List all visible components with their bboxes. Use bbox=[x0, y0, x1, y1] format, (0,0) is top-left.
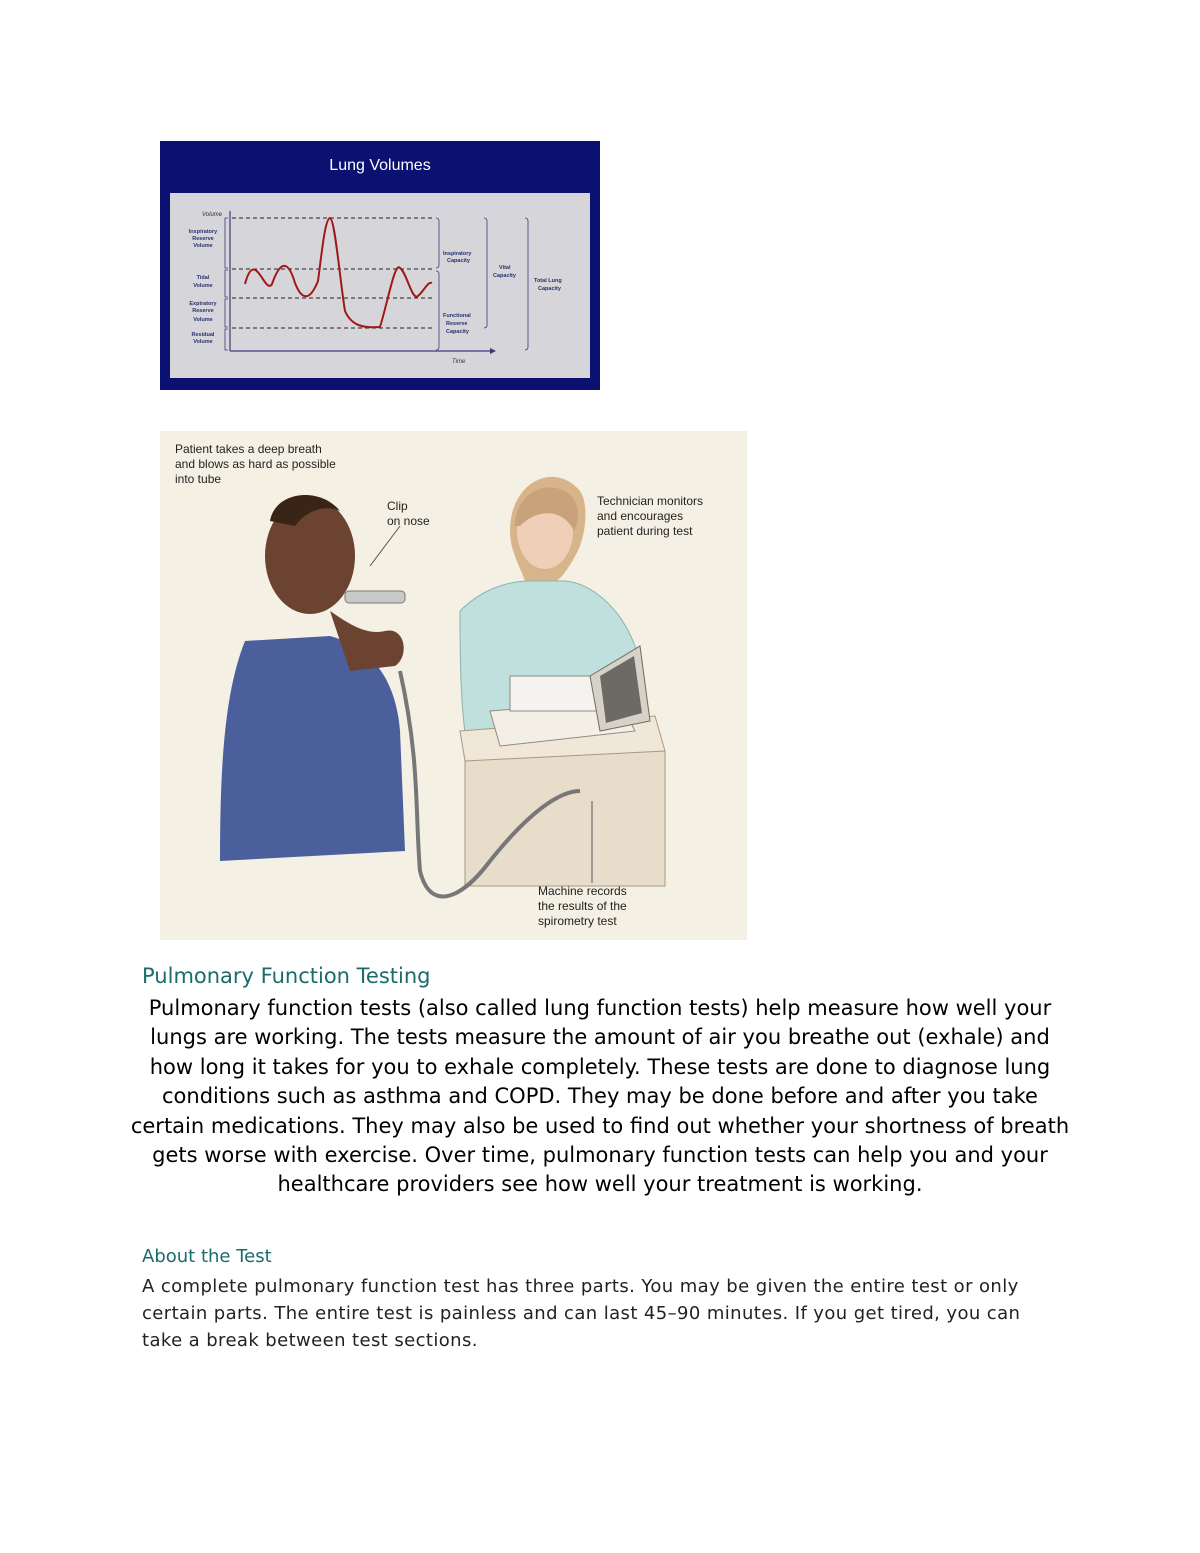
svg-text:and encourages: and encourages bbox=[597, 509, 684, 523]
ic-label: Inspiratory bbox=[443, 251, 472, 257]
spirometry-illustration bbox=[160, 431, 747, 940]
tidal-volume-label: Tidal bbox=[196, 275, 210, 281]
svg-text:Volume: Volume bbox=[193, 339, 213, 345]
svg-text:Capacity: Capacity bbox=[493, 273, 516, 279]
svg-text:Capacity: Capacity bbox=[446, 329, 469, 335]
svg-text:spirometry test: spirometry test bbox=[538, 914, 617, 928]
svg-text:and blows as hard as possible: and blows as hard as possible bbox=[175, 457, 336, 471]
callout-clip: Clip bbox=[387, 499, 408, 513]
section-heading-about: About the Test bbox=[142, 1246, 272, 1267]
svg-text:the results of the: the results of the bbox=[538, 899, 627, 913]
svg-text:Capacity: Capacity bbox=[447, 258, 470, 264]
svg-text:Volume: Volume bbox=[193, 283, 213, 289]
residual-volume-label: Residual bbox=[191, 332, 215, 338]
svg-text:Reserve: Reserve bbox=[446, 321, 468, 327]
figure-title: Lung Volumes bbox=[329, 157, 431, 174]
svg-text:Volume: Volume bbox=[193, 317, 213, 323]
tlc-label: Total Lung bbox=[534, 278, 562, 284]
svg-text:Reserve: Reserve bbox=[192, 308, 214, 314]
svg-text:on nose: on nose bbox=[387, 514, 430, 528]
callout-technician: Technician monitors bbox=[597, 494, 704, 508]
section-body-about: A complete pulmonary function test has three parts. You may be given the entire test or only certain parts. The entire test is painless and can last 45–90 minutes. If you get tired, you can take a break between test sections. bbox=[142, 1276, 1021, 1351]
vc-label: Vital bbox=[499, 265, 511, 271]
lung-volumes-figure bbox=[160, 141, 600, 390]
svg-text:Volume: Volume bbox=[193, 243, 213, 249]
svg-text:Capacity: Capacity bbox=[538, 286, 561, 292]
section-body-pft: Pulmonary function tests (also called lung function tests) help measure how well your lungs are working. The tests measure the amount of air you breathe out (exhale) and how long it takes for you to exhale completely. These tests are done to diagnose lung conditions such as asthma and COPD. They may be done before and after you take certain medications. They may also be used to find out whether your shortness of breath gets worse with exercise. Over time, pulmonary function tests can help you and your healthcare providers see how well your treatment is working. bbox=[130, 996, 1070, 1197]
frc-label: Functional bbox=[443, 313, 471, 319]
erv-label: Expiratory bbox=[189, 301, 217, 307]
x-axis-label: Time bbox=[452, 359, 466, 365]
callout-machine: Machine records bbox=[538, 884, 627, 898]
svg-text:patient during test: patient during test bbox=[597, 524, 693, 538]
svg-text:Reserve: Reserve bbox=[192, 236, 214, 242]
y-axis-label: Volume bbox=[202, 212, 223, 218]
svg-text:into tube: into tube bbox=[175, 472, 222, 486]
section-heading-pft: Pulmonary Function Testing bbox=[142, 964, 431, 988]
callout-patient: Patient takes a deep breath bbox=[175, 442, 322, 456]
irv-label: Inspiratory bbox=[188, 229, 218, 235]
